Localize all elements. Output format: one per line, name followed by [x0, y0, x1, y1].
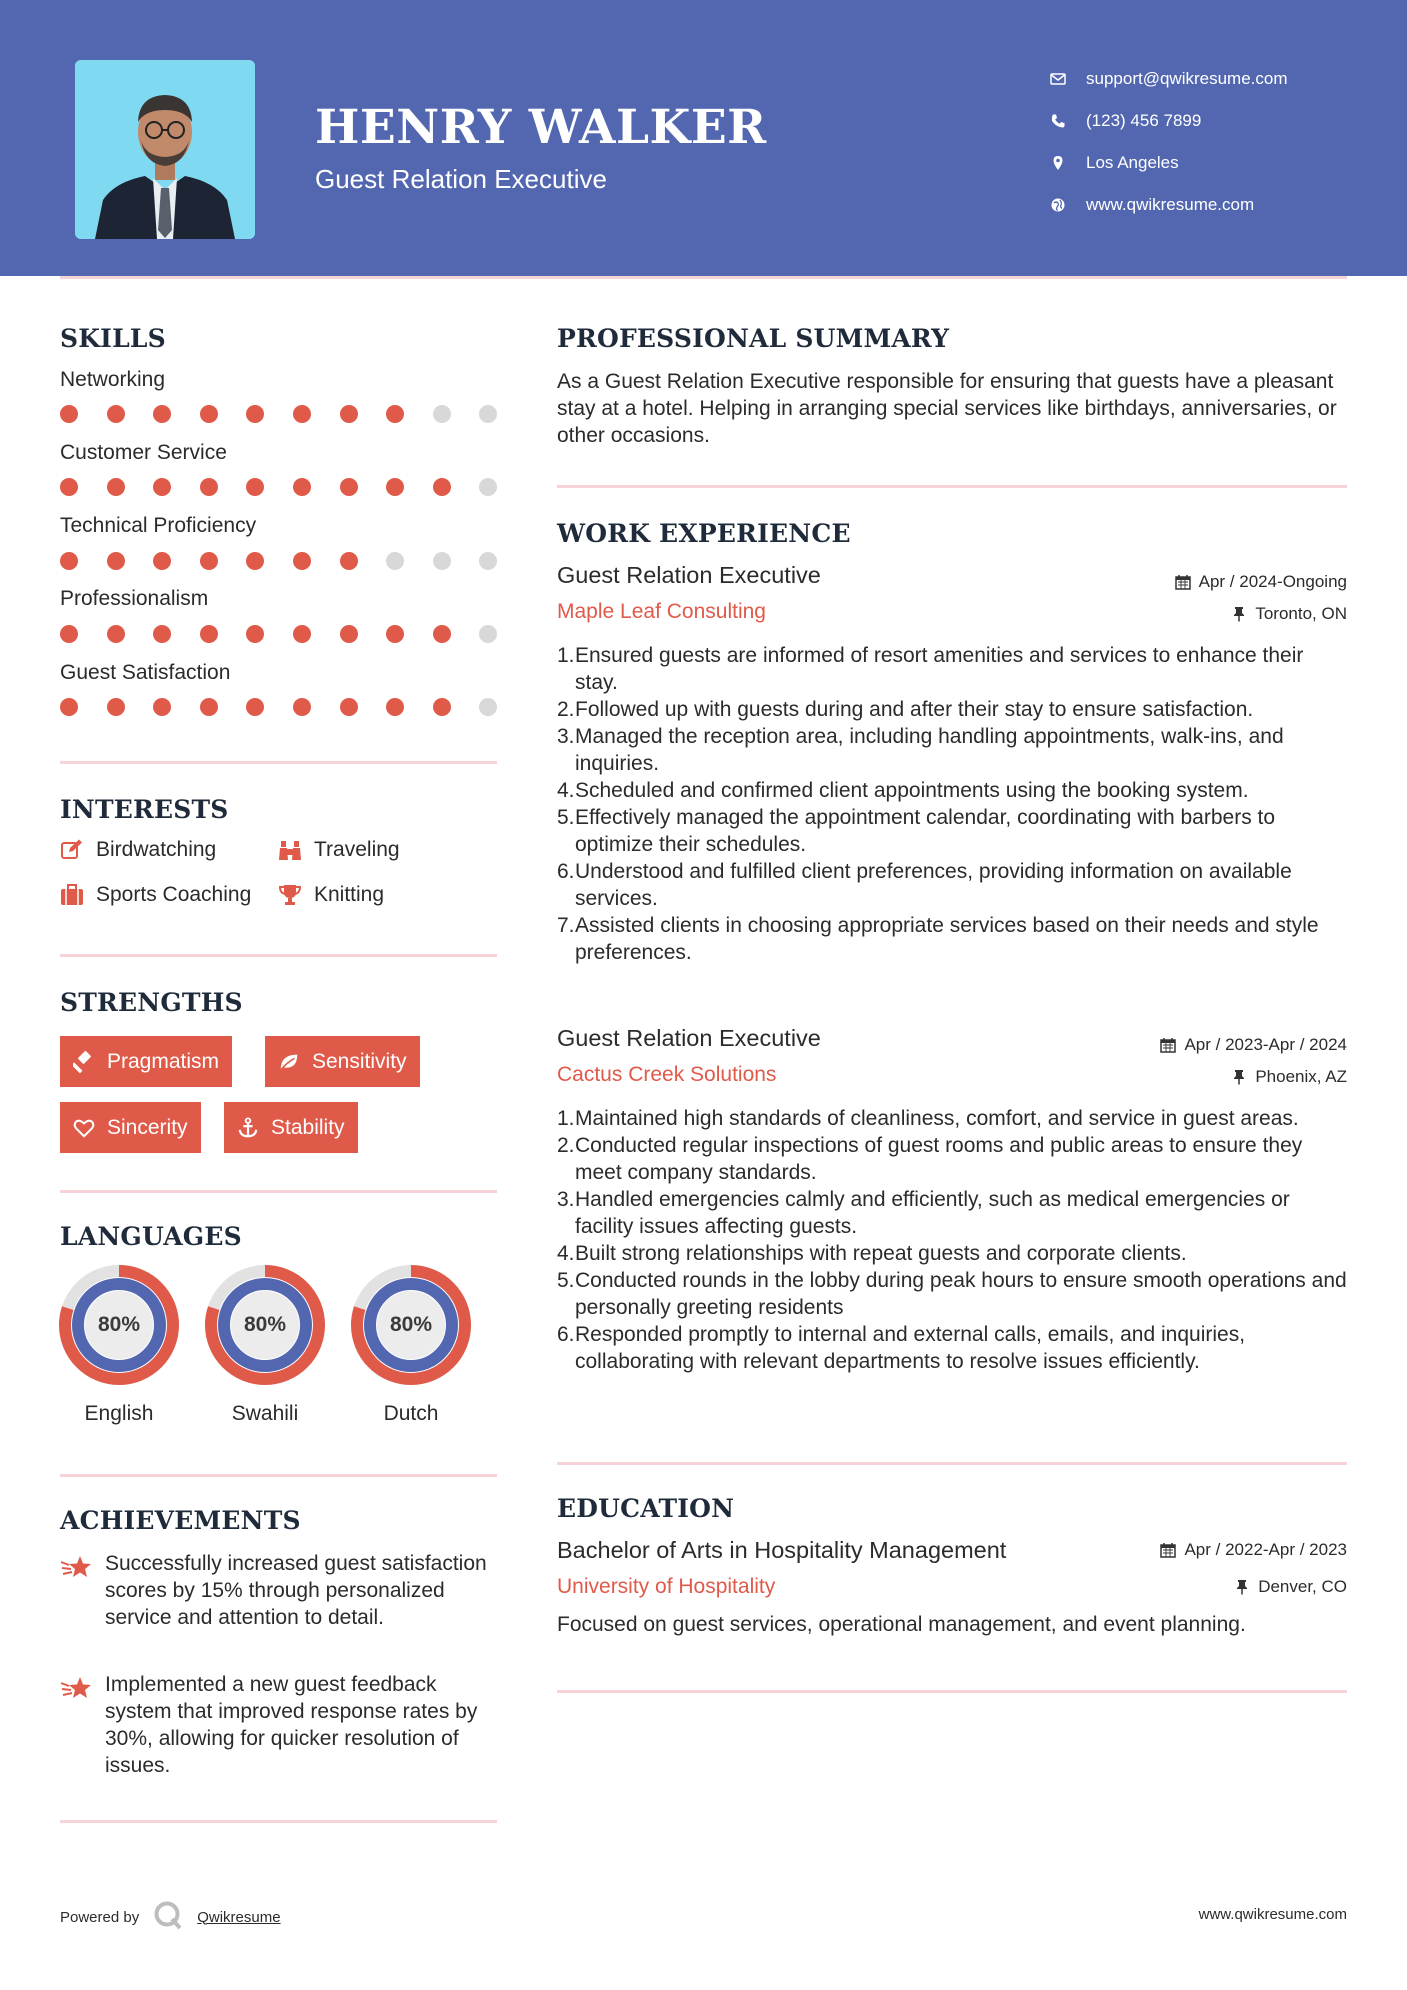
job-responsibilities	[557, 642, 1347, 966]
skill-label: Networking	[60, 368, 166, 391]
pushpin-icon	[1231, 1069, 1247, 1085]
list-item: 3. Managed the reception area, including handling appointments, walk-ins, and inquiries.	[557, 725, 1284, 775]
achievement-item	[60, 1671, 505, 1779]
contact-website-text: www.qwikresume.com	[1086, 195, 1255, 214]
language-item	[204, 1264, 326, 1426]
briefcase-icon	[60, 883, 96, 907]
skill-rating	[60, 478, 500, 498]
gavel-icon	[73, 1051, 107, 1073]
skill-dot	[60, 405, 78, 423]
anchor-icon	[237, 1117, 271, 1139]
skill-dot	[293, 698, 311, 716]
shooting-star-icon	[60, 1671, 105, 1779]
skill-dot	[293, 625, 311, 643]
skill-dot	[386, 552, 404, 570]
section-divider	[557, 1462, 1347, 1465]
binoculars-icon	[278, 838, 314, 862]
skill-dot	[340, 698, 358, 716]
skill-dot	[200, 405, 218, 423]
list-item: 4. Scheduled and confirmed client appointments using the booking system.	[557, 779, 1249, 802]
job-title: Guest Relation Executive	[557, 1025, 821, 1051]
education-heading: EDUCATION	[557, 1494, 735, 1523]
job-dates-text: Apr / 2023-Apr / 2024	[1184, 1035, 1347, 1054]
skill-dot	[60, 552, 78, 570]
experience-heading: WORK EXPERIENCE	[557, 519, 851, 548]
interest-item	[60, 883, 251, 907]
achievement-text: Successfully increased guest satisfaction scores by 15% through personalized service and attention to detail.	[105, 1552, 487, 1629]
profile-photo	[75, 60, 255, 239]
education-dates-text: Apr / 2022-Apr / 2023	[1184, 1540, 1347, 1559]
summary-text: As a Guest Relation Executive responsible for ensuring that guests have a pleasant stay at a hotel. Helping in arranging special services like birthdays, anniversaries, or other occasions.	[557, 370, 1337, 447]
skill-dot	[293, 405, 311, 423]
skill-dot	[153, 625, 171, 643]
skill-dot	[433, 625, 451, 643]
skill-rating	[60, 552, 500, 572]
list-item: 1. Maintained high standards of cleanliness, comfort, and service in guest areas.	[557, 1107, 1299, 1130]
interest-label: Birdwatching	[96, 838, 217, 861]
job-dates-text: Apr / 2024-Ongoing	[1198, 572, 1347, 591]
interest-label: Knitting	[314, 883, 385, 906]
school-name: University of Hospitality	[557, 1575, 776, 1598]
job-location	[1231, 604, 1347, 624]
section-divider	[60, 1820, 497, 1823]
calendar-icon	[1160, 1037, 1176, 1053]
candidate-name: HENRY WALKER	[315, 100, 767, 155]
contact-website[interactable]	[1050, 184, 1288, 226]
skill-dot	[386, 478, 404, 496]
skill-dot	[60, 698, 78, 716]
skill-dot	[433, 478, 451, 496]
contact-phone[interactable]	[1050, 100, 1288, 142]
heart-icon	[73, 1117, 107, 1139]
person-avatar-icon	[75, 60, 255, 239]
strength-label: Sensitivity	[312, 1049, 407, 1073]
skill-dot	[479, 552, 497, 570]
header-banner	[0, 0, 1407, 276]
skill-dot	[246, 552, 264, 570]
strength-label: Pragmatism	[107, 1049, 220, 1073]
job-responsibilities	[557, 1105, 1347, 1375]
language-item	[350, 1264, 472, 1426]
contact-email-text: support@qwikresume.com	[1086, 69, 1288, 88]
envelope-icon	[1050, 71, 1086, 87]
education-dates	[1160, 1540, 1347, 1560]
header-divider	[60, 276, 1347, 279]
list-item: 5. Effectively managed the appointment calendar, coordinating with barbers to optimize their schedules.	[557, 806, 1276, 856]
language-percent: 80%	[243, 1313, 287, 1336]
skill-dot	[107, 478, 125, 496]
interest-label: Traveling	[314, 838, 400, 861]
skill-dot	[246, 625, 264, 643]
footer-website[interactable]: www.qwikresume.com	[1198, 1906, 1347, 1923]
skill-label: Professionalism	[60, 587, 209, 610]
skill-dot	[479, 478, 497, 496]
language-percent: 80%	[97, 1313, 141, 1336]
contact-block	[1050, 58, 1288, 226]
contact-phone-text: (123) 456 7899	[1086, 111, 1202, 130]
job-company: Cactus Creek Solutions	[557, 1063, 777, 1086]
skill-dot	[107, 625, 125, 643]
skill-dot	[293, 478, 311, 496]
globe-icon	[1050, 197, 1086, 213]
powered-by-label: Powered by	[60, 1908, 140, 1926]
degree-title: Bachelor of Arts in Hospitality Management	[557, 1537, 1007, 1563]
list-item: 1. Ensured guests are informed of resort amenities and services to enhance their stay.	[557, 644, 1304, 694]
strengths-heading: STRENGTHS	[60, 988, 243, 1017]
skill-dot	[153, 552, 171, 570]
list-item: 5. Conducted rounds in the lobby during peak hours to ensure smooth operations and personally greeting residents	[557, 1269, 1347, 1319]
interest-item	[278, 883, 384, 907]
skill-rating	[60, 405, 500, 425]
skill-dot	[60, 478, 78, 496]
map-pin-icon	[1050, 155, 1086, 171]
job-dates	[1175, 572, 1347, 592]
language-name: English	[84, 1402, 154, 1425]
skill-dot	[200, 552, 218, 570]
list-item: 6. Understood and fulfilled client preferences, providing information on available services.	[557, 860, 1292, 910]
list-item: 4. Built strong relationships with repeat guests and corporate clients.	[557, 1242, 1187, 1265]
skill-dot	[479, 625, 497, 643]
interest-item	[278, 838, 400, 862]
skill-label: Customer Service	[60, 441, 227, 464]
skill-dot	[200, 698, 218, 716]
list-item: 3. Handled emergencies calmly and efficiently, such as medical emergencies or facility issues affecting guests.	[557, 1188, 1290, 1238]
section-divider	[557, 485, 1347, 488]
achievement-item	[60, 1550, 505, 1631]
strength-tag	[265, 1036, 420, 1087]
job-location-text: Toronto, ON	[1255, 604, 1347, 623]
job-dates	[1160, 1035, 1347, 1055]
language-name: Swahili	[231, 1402, 299, 1425]
skills-heading: SKILLS	[60, 324, 166, 353]
education-location-text: Denver, CO	[1258, 1577, 1347, 1596]
calendar-icon	[1175, 574, 1191, 590]
job-company: Maple Leaf Consulting	[557, 600, 766, 623]
strength-tag	[60, 1036, 232, 1087]
section-divider	[60, 1474, 497, 1477]
phone-icon	[1050, 113, 1086, 129]
list-item: 2. Conducted regular inspections of guest rooms and public areas to ensure they meet company standards.	[557, 1134, 1303, 1184]
skill-dot	[153, 478, 171, 496]
strength-label: Sincerity	[107, 1115, 188, 1139]
interests-heading: INTERESTS	[60, 795, 229, 824]
list-item: 2. Followed up with guests during and after their stay to ensure satisfaction.	[557, 698, 1254, 721]
contact-location	[1050, 142, 1288, 184]
skill-dot	[340, 405, 358, 423]
education-location	[1234, 1577, 1347, 1597]
skill-dot	[433, 405, 451, 423]
skill-dot	[386, 625, 404, 643]
language-progress-ring	[58, 1264, 180, 1386]
skill-rating	[60, 698, 500, 718]
language-item	[58, 1264, 180, 1426]
strength-tag	[60, 1102, 201, 1153]
leaf-icon	[278, 1051, 312, 1073]
languages-heading: LANGUAGES	[60, 1222, 242, 1251]
achievements-heading: ACHIEVEMENTS	[60, 1506, 301, 1535]
language-percent: 80%	[389, 1313, 433, 1336]
job-location-text: Phoenix, AZ	[1255, 1067, 1347, 1086]
skill-dot	[107, 552, 125, 570]
strength-tag	[224, 1102, 358, 1153]
skill-dot	[153, 405, 171, 423]
edit-icon	[60, 838, 96, 862]
list-item: 7. Assisted clients in choosing appropriate services based on their needs and style preferences.	[557, 914, 1319, 964]
section-divider	[60, 1190, 497, 1193]
skill-dot	[433, 698, 451, 716]
skill-dot	[60, 625, 78, 643]
language-name: Dutch	[383, 1402, 439, 1425]
candidate-title: Guest Relation Executive	[315, 164, 607, 194]
interest-item	[60, 838, 216, 862]
skill-dot	[293, 552, 311, 570]
section-divider	[557, 1690, 1347, 1693]
skill-dot	[246, 478, 264, 496]
skill-dot	[200, 625, 218, 643]
skill-rating	[60, 625, 500, 645]
shooting-star-icon	[60, 1550, 105, 1631]
calendar-icon	[1160, 1542, 1176, 1558]
pushpin-icon	[1231, 606, 1247, 622]
pushpin-icon	[1234, 1579, 1250, 1595]
education-description: Focused on guest services, operational management, and event planning.	[557, 1613, 1246, 1636]
skill-dot	[479, 405, 497, 423]
skill-dot	[386, 405, 404, 423]
skill-dot	[479, 698, 497, 716]
language-progress-ring	[204, 1264, 326, 1386]
skill-dot	[246, 698, 264, 716]
job-location	[1231, 1067, 1347, 1087]
skill-dot	[107, 698, 125, 716]
section-divider	[60, 761, 497, 764]
skill-dot	[340, 625, 358, 643]
job-title: Guest Relation Executive	[557, 562, 821, 588]
summary-heading: PROFESSIONAL SUMMARY	[557, 324, 950, 353]
skill-dot	[107, 405, 125, 423]
trophy-icon	[278, 883, 314, 907]
footer-powered-by	[60, 1900, 281, 1934]
skill-dot	[153, 698, 171, 716]
strength-label: Stability	[271, 1115, 345, 1139]
achievement-text: Implemented a new guest feedback system that improved response rates by 30%, allowing for quicker resolution of issues.	[105, 1673, 478, 1777]
section-divider	[60, 954, 497, 957]
skill-label: Guest Satisfaction	[60, 661, 231, 684]
language-progress-ring	[350, 1264, 472, 1386]
qwikresume-logo-icon	[153, 1900, 183, 1934]
skill-dot	[340, 552, 358, 570]
qwikresume-link[interactable]: Qwikresume	[197, 1908, 281, 1926]
skill-dot	[246, 405, 264, 423]
contact-location-text: Los Angeles	[1086, 153, 1179, 172]
skill-dot	[340, 478, 358, 496]
skill-label: Technical Proficiency	[60, 514, 257, 537]
contact-email[interactable]	[1050, 58, 1288, 100]
interest-label: Sports Coaching	[96, 883, 252, 906]
list-item: 6. Responded promptly to internal and external calls, emails, and inquiries, collaborating with relevant departments to resolve issues efficiently.	[557, 1323, 1246, 1373]
skill-dot	[433, 552, 451, 570]
skill-dot	[200, 478, 218, 496]
skill-dot	[386, 698, 404, 716]
